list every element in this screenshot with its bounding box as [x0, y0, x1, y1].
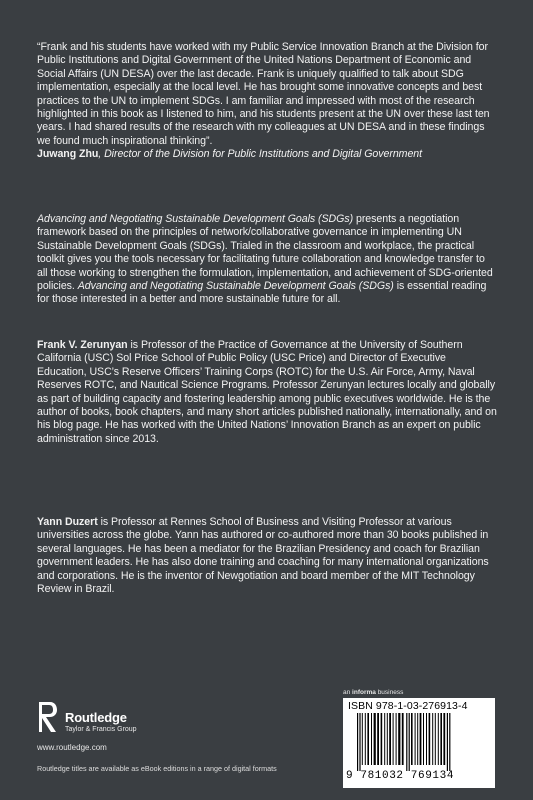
barcode-bar	[440, 713, 442, 765]
book-description	[37, 213, 497, 307]
barcode-bar	[406, 713, 407, 771]
quote-author-title: , Director of the Division for Public Institutions and Digital Government	[98, 148, 423, 161]
barcode-bar	[420, 713, 422, 765]
endorsement-quote	[37, 41, 497, 162]
barcode-bar	[415, 713, 416, 765]
barcode-bar	[365, 713, 366, 765]
barcode-bar	[423, 713, 424, 765]
barcode-bar	[449, 713, 450, 771]
barcode-bar	[435, 713, 436, 765]
barcode-bar	[426, 713, 427, 765]
barcode-bars	[357, 713, 485, 771]
barcode-bar	[443, 713, 445, 765]
barcode-bar	[389, 713, 391, 765]
quote-text: “Frank and his students have worked with my Public Service Innovation Branch at the Division for Public Institutions and Digital Government of the United Nations Department of Economic and Social Affairs (UN DESA) over the last decade. Frank is uniquely qualified to talk about SDG implementation, especially at the local level. He has brought some innovative concepts and best practices to the UN to implement SDGs. I am familiar and impressed with most of the research highlighted in this book as I listened to him, and his students present at the UN over these last ten years. I had shared results of the research with my colleagues at UN DESA and in these findings we found much inspirational thinking”.	[37, 41, 490, 147]
barcode-bar	[409, 713, 410, 771]
bio-2-name: Yann Duzert	[37, 516, 98, 528]
barcode-bar	[381, 713, 383, 765]
barcode-bar	[359, 713, 360, 771]
description-book-title-1: Advancing and Negotiating Sustainable Development Goals (SDGs)	[37, 213, 354, 225]
barcode-digits: 9 781032 769134	[346, 770, 455, 782]
barcode-bar	[384, 713, 385, 765]
barcode-bar	[432, 713, 433, 765]
barcode-bar	[438, 713, 439, 765]
description-text-2: is essential reading for those interested in a better and more sustainable future for all.	[37, 280, 487, 306]
bio-1-name: Frank V. Zerunyan	[37, 339, 128, 351]
publisher-website[interactable]: www.routledge.com	[37, 743, 107, 752]
description-paragraph	[37, 213, 497, 307]
barcode-bar	[396, 713, 397, 765]
description-book-title-2: Advancing and Negotiating Sustainable Development Goals (SDGs)	[77, 280, 394, 293]
publisher-logo	[37, 700, 237, 740]
isbn-barcode	[343, 698, 495, 788]
informa-name: informa	[352, 689, 376, 696]
barcode-bar	[402, 713, 404, 765]
bio-1-text: is Professor of the Practice of Governance at the University of Southern California (USC) Sol Price School of Public Policy (USC Price) and Director of Executive Education, USC’s Reserve Officers’ Training Corps (ROTC) for the U.S. Air Force, Army, Naval Reserves ROTC, and Nautical Science Programs. Professor Zerunyan lectures locally and globally as part of building capacity and fostering leadership among public executives worldwide. He is the author of books, book chapters, and many short articles published nationally, internationally, and on his blog page. He has worked with the United Nations’ Innovation Branch as an expert on public administration since 2013.	[37, 339, 497, 445]
barcode-bar	[362, 713, 363, 765]
publisher-name: Routledge	[65, 710, 127, 725]
barcode-bar	[429, 713, 431, 765]
barcode-bar	[387, 713, 388, 765]
bio-paragraph	[37, 339, 497, 446]
bio-2-text: is Professor at Rennes School of Business and Visiting Professor at various universities across the globe. Yann has authored or co-authored more than 30 books published in several languages. He has been a mediator for the Brazilian Presidency and coach for Brazilian government leaders. He has also done training and coaching for many international organizations and corporations. He is the inventor of Newgotiation and board member of the MIT Technology Review in Brazil.	[37, 516, 489, 596]
barcode-bar	[393, 713, 394, 765]
informa-suffix: business	[375, 689, 404, 696]
barcode-bar	[357, 713, 358, 771]
barcode-bar	[371, 713, 372, 765]
author-bio-duzert	[37, 516, 497, 596]
informa-prefix: an	[343, 689, 353, 696]
ebook-note: Routledge titles are available as eBook editions in a range of digital formats	[37, 764, 277, 773]
barcode-bar	[411, 713, 413, 765]
barcode-bar	[377, 713, 379, 765]
barcode-bar	[417, 713, 418, 765]
barcode-bar	[398, 713, 400, 765]
description-text-1: presents a negotiation framework based on the principles of network/collaborative governance in implementing UN Sustainable Development Goals (SDGs). Trialed in the classroom and workplace, the practical toolkit gives you the tools necessary for facilitating future collaboration and knowledge transfer to all those working to strengthen the formulation, implementation, and achievement of SDG-oriented policies.	[37, 213, 493, 293]
isbn-label: ISBN 978-1-03-276913-4	[348, 700, 468, 712]
barcode-bar	[374, 713, 376, 765]
barcode-bar	[367, 713, 369, 765]
bio-paragraph	[37, 516, 497, 596]
quote-attribution	[37, 148, 497, 161]
informa-business-label	[343, 689, 403, 696]
quote-author: Juwang Zhu	[37, 148, 99, 161]
barcode-bar	[447, 713, 448, 771]
publisher-subtitle: Taylor & Francis Group	[65, 726, 137, 733]
routledge-logo-icon	[37, 700, 59, 734]
author-bio-zerunyan	[37, 339, 497, 446]
